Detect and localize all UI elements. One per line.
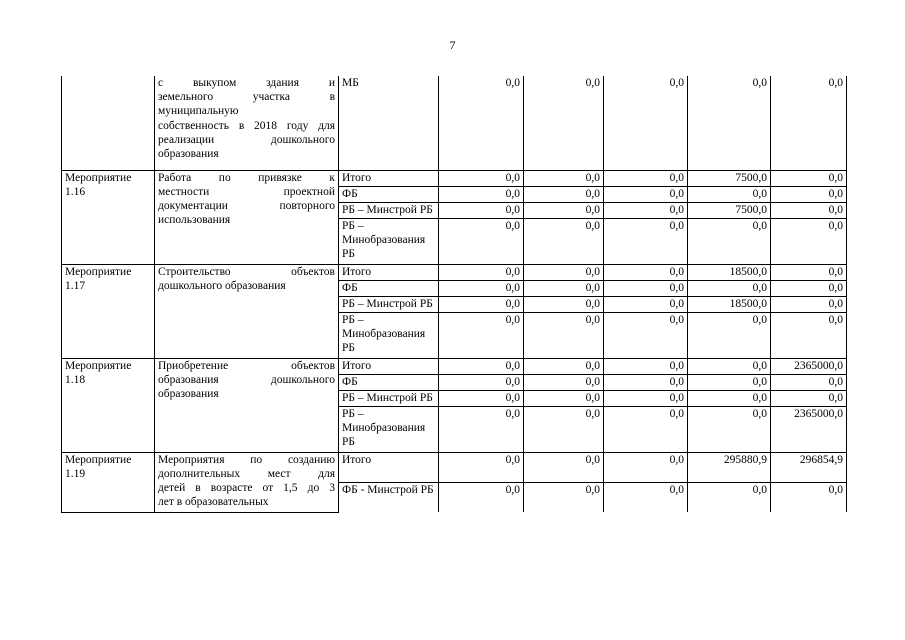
activity-name-line: с выкупом здания и: [158, 77, 335, 89]
amount-cell: 0,0: [771, 186, 847, 202]
amount-cell: 2365000,0: [771, 358, 847, 374]
amount-cell: 0,0: [524, 390, 604, 406]
funding-source: ФБ - Минстрой РБ: [339, 482, 439, 512]
amount-cell: 0,0: [771, 296, 847, 312]
amount-cell: 0,0: [771, 280, 847, 296]
funding-source: Итого: [339, 358, 439, 374]
amount-cell: 0,0: [688, 218, 771, 264]
amount-cell: 0,0: [524, 186, 604, 202]
activity-code: [62, 76, 155, 170]
amount-cell: 0,0: [771, 76, 847, 170]
amount-cell: 0,0: [524, 452, 604, 482]
amount-cell: 0,0: [688, 406, 771, 452]
funding-source: РБ – Минобразования РБ: [339, 406, 439, 452]
amount-cell: 0,0: [439, 186, 524, 202]
funding-source: РБ – Минобразования РБ: [339, 218, 439, 264]
amount-cell: 295880,9: [688, 452, 771, 482]
amount-cell: 0,0: [771, 218, 847, 264]
table-row: [62, 76, 847, 170]
funding-source: РБ – Минстрой РБ: [339, 390, 439, 406]
funding-source: Итого: [339, 264, 439, 280]
funding-source: Итого: [339, 452, 439, 482]
amount-cell: 0,0: [771, 482, 847, 512]
amount-cell: 0,0: [688, 374, 771, 390]
amount-cell: 0,0: [604, 374, 688, 390]
amount-cell: 0,0: [524, 76, 604, 170]
activity-name-line: Строительство объектов: [158, 265, 335, 278]
table-row: [62, 452, 847, 482]
amount-cell: 0,0: [771, 312, 847, 358]
activity-name-line: дополнительных мест для: [158, 467, 335, 480]
amount-cell: 0,0: [439, 170, 524, 186]
table-row: [62, 358, 847, 374]
activity-name-line: образования: [158, 148, 219, 161]
amount-cell: 0,0: [439, 390, 524, 406]
page-number: 7: [449, 38, 456, 52]
amount-cell: 0,0: [688, 280, 771, 296]
amount-cell: 0,0: [604, 452, 688, 482]
funding-source: РБ – Минстрой РБ: [339, 296, 439, 312]
amount-cell: 0,0: [439, 374, 524, 390]
funding-source: ФБ: [339, 374, 439, 390]
amount-cell: 0,0: [771, 264, 847, 280]
amount-cell: 0,0: [524, 202, 604, 218]
budget-table: [61, 76, 847, 513]
activity-name: [155, 170, 339, 264]
activity-code: Мероприятие 1.18: [62, 358, 155, 452]
amount-cell: 0,0: [604, 390, 688, 406]
amount-cell: 7500,0: [688, 202, 771, 218]
amount-cell: 0,0: [604, 170, 688, 186]
amount-cell: 0,0: [439, 218, 524, 264]
amount-cell: 0,0: [604, 482, 688, 512]
amount-cell: 0,0: [524, 312, 604, 358]
funding-source: РБ – Минстрой РБ: [339, 202, 439, 218]
amount-cell: 0,0: [524, 170, 604, 186]
amount-cell: 0,0: [439, 452, 524, 482]
amount-cell: 0,0: [439, 482, 524, 512]
amount-cell: 0,0: [439, 296, 524, 312]
amount-cell: 0,0: [688, 482, 771, 512]
amount-cell: 0,0: [604, 186, 688, 202]
amount-cell: 0,0: [524, 482, 604, 512]
amount-cell: 0,0: [604, 406, 688, 452]
amount-cell: 0,0: [604, 264, 688, 280]
funding-source: МБ: [339, 76, 439, 170]
activity-name-line: Мероприятия по созданию: [158, 453, 335, 466]
amount-cell: 0,0: [439, 406, 524, 452]
activity-name-line: образования дошкольного: [158, 373, 335, 386]
amount-cell: 0,0: [439, 280, 524, 296]
activity-name-line: использования: [158, 214, 231, 227]
table-row: [62, 170, 847, 186]
amount-cell: 18500,0: [688, 296, 771, 312]
funding-source: ФБ: [339, 280, 439, 296]
amount-cell: 0,0: [524, 374, 604, 390]
amount-cell: 2365000,0: [771, 406, 847, 452]
activity-name-line: документации повторного: [158, 199, 335, 212]
amount-cell: 0,0: [439, 202, 524, 218]
activity-name-line: реализации дошкольного: [158, 133, 335, 146]
funding-source: ФБ: [339, 186, 439, 202]
amount-cell: 0,0: [688, 76, 771, 170]
amount-cell: 0,0: [604, 76, 688, 170]
amount-cell: 0,0: [771, 374, 847, 390]
amount-cell: 0,0: [524, 264, 604, 280]
activity-name-line: дошкольного образования: [158, 279, 286, 292]
table-row: [62, 264, 847, 280]
amount-cell: 0,0: [604, 218, 688, 264]
funding-source: Итого: [339, 170, 439, 186]
amount-cell: 0,0: [688, 186, 771, 202]
activity-code: Мероприятие 1.19: [62, 452, 155, 512]
amount-cell: 18500,0: [688, 264, 771, 280]
amount-cell: 0,0: [771, 170, 847, 186]
amount-cell: 7500,0: [688, 170, 771, 186]
activity-name: [155, 452, 339, 512]
amount-cell: 0,0: [524, 296, 604, 312]
amount-cell: 0,0: [439, 358, 524, 374]
activity-name: [155, 264, 339, 358]
amount-cell: 0,0: [439, 312, 524, 358]
amount-cell: 0,0: [688, 390, 771, 406]
amount-cell: 0,0: [771, 202, 847, 218]
funding-source: РБ – Минобразования РБ: [339, 312, 439, 358]
activity-name-line: образования: [158, 387, 219, 400]
amount-cell: 0,0: [604, 296, 688, 312]
activity-code: Мероприятие 1.17: [62, 264, 155, 358]
amount-cell: 296854,9: [771, 452, 847, 482]
activity-name-line: Работа по привязке к: [158, 171, 335, 184]
activity-name-line: Приобретение объектов: [158, 359, 335, 372]
amount-cell: 0,0: [524, 218, 604, 264]
activity-name-line: земельного участка в: [158, 91, 335, 104]
amount-cell: 0,0: [524, 280, 604, 296]
activity-code: Мероприятие 1.16: [62, 170, 155, 264]
activity-name: [155, 76, 339, 170]
activity-name-line: детей в возрасте от 1,5 до 3: [158, 481, 335, 494]
amount-cell: 0,0: [604, 280, 688, 296]
activity-name-line: лет в образовательных: [158, 496, 269, 509]
amount-cell: 0,0: [524, 358, 604, 374]
amount-cell: 0,0: [604, 202, 688, 218]
activity-name-line: муниципальную: [158, 105, 239, 118]
amount-cell: 0,0: [604, 358, 688, 374]
amount-cell: 0,0: [439, 264, 524, 280]
activity-name-line: собственность в 2018 году для: [158, 119, 335, 132]
amount-cell: 0,0: [688, 312, 771, 358]
amount-cell: 0,0: [771, 390, 847, 406]
amount-cell: 0,0: [439, 76, 524, 170]
amount-cell: 0,0: [688, 358, 771, 374]
amount-cell: 0,0: [524, 406, 604, 452]
activity-name: [155, 358, 339, 452]
amount-cell: 0,0: [604, 312, 688, 358]
activity-name-line: местности проектной: [158, 185, 335, 198]
